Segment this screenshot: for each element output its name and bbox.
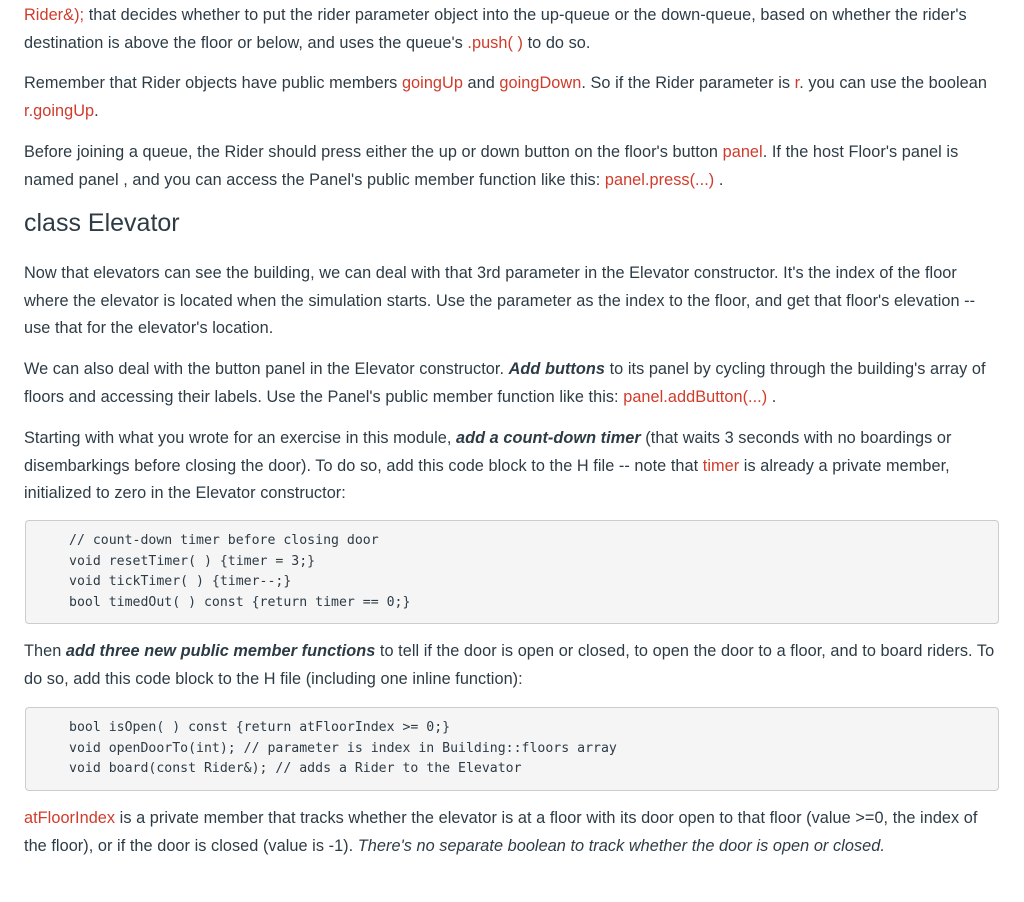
push-code: .push( ): [467, 33, 523, 52]
panel-press-code: panel.press(...): [604, 170, 715, 189]
code-line: void board(const Rider&); // adds a Rider to the Elevator: [69, 761, 522, 776]
at-floor-index-code: atFloorIndex: [24, 809, 116, 827]
paragraph-rider-members: Remember that Rider objects have public members goingUp and goingDown. So if the Rider parameter is r. you can use the boolean r.goingUp.: [24, 74, 987, 120]
paragraph-elevator-constructor: Now that elevators can see the building, we can deal with that 3rd parameter in the Elevator constructor. It's the index of the floor where the elevator is located when the simulation starts. Use the parameter as the index to the floor, and get that floor's elevation -- use that for the elevator's location.: [24, 264, 976, 337]
code-block-timer: [25, 520, 999, 624]
r-code: r: [794, 74, 800, 92]
code-line: bool isOpen( ) const {return atFloorIndex >= 0;}: [69, 720, 451, 735]
paragraph-countdown-timer: Starting with what you wrote for an exercise in this module, add a count-down timer (that waits 3 seconds with no boardings or disembarkings before closing the door). To do so, add this code block to the H file -- note that timer is already a private member, initialized to zero in the Elevator constructor:: [24, 429, 952, 502]
paragraph-enqueue: Rider&); that decides whether to put the rider parameter object into the up-queue or the down-queue, based on whether the rider's destination is above the floor or below, and uses the queue's .push( ) to do so.: [24, 6, 967, 52]
r-going-up-code: r.goingUp: [24, 101, 95, 120]
paragraph-press-button: Before joining a queue, the Rider should press either the up or down button on the floor's button panel. If the host Floor's panel is named panel , and you can access the Panel's public member function like this: panel.press(...) .: [24, 143, 959, 189]
door-state-note: There's no separate boolean to track whether the door is open or closed.: [357, 836, 885, 855]
code-line: void resetTimer( ) {timer = 3;}: [69, 553, 316, 569]
code-line: void openDoorTo(int); // parameter is index in Building::floors array: [69, 740, 617, 756]
public-functions-emphasis: add three new public member functions: [65, 642, 376, 660]
paragraph-public-functions: Then add three new public member functions to tell if the door is open or closed, to open the door to a floor, and to board riders. To do so, add this code block to the H file (including one inline function):: [24, 642, 995, 688]
paragraph-at-floor-index: atFloorIndex is a private member that tracks whether the elevator is at a floor with its door open to that floor (value >=0, the index of the floor), or if the door is closed (value is -1). There's no separate boolean to track whether the door is open or closed.: [24, 809, 978, 855]
section-heading-class-elevator: class Elevator: [24, 209, 180, 237]
add-buttons-emphasis: Add buttons: [508, 360, 605, 378]
panel-link[interactable]: panel: [722, 143, 763, 161]
going-up-code: goingUp: [401, 74, 463, 92]
code-line: void tickTimer( ) {timer--;}: [69, 574, 292, 589]
countdown-timer-emphasis: add a count-down timer: [456, 429, 641, 447]
timer-code: timer: [702, 456, 740, 475]
going-down-code: goingDown: [499, 74, 582, 92]
code-line: // count-down timer before closing door: [69, 533, 379, 548]
code-block-door: [25, 707, 999, 791]
panel-add-button-code: panel.addButton(...): [623, 387, 768, 406]
paragraph-button-panel: We can also deal with the button panel in the Elevator constructor. Add buttons to its panel by cycling through the building's array of floors and accessing their labels. Use the Panel's public member function like this: panel.addButton(...) .: [24, 360, 986, 406]
code-line: bool timedOut( ) const {return timer == 0;}: [69, 594, 411, 610]
